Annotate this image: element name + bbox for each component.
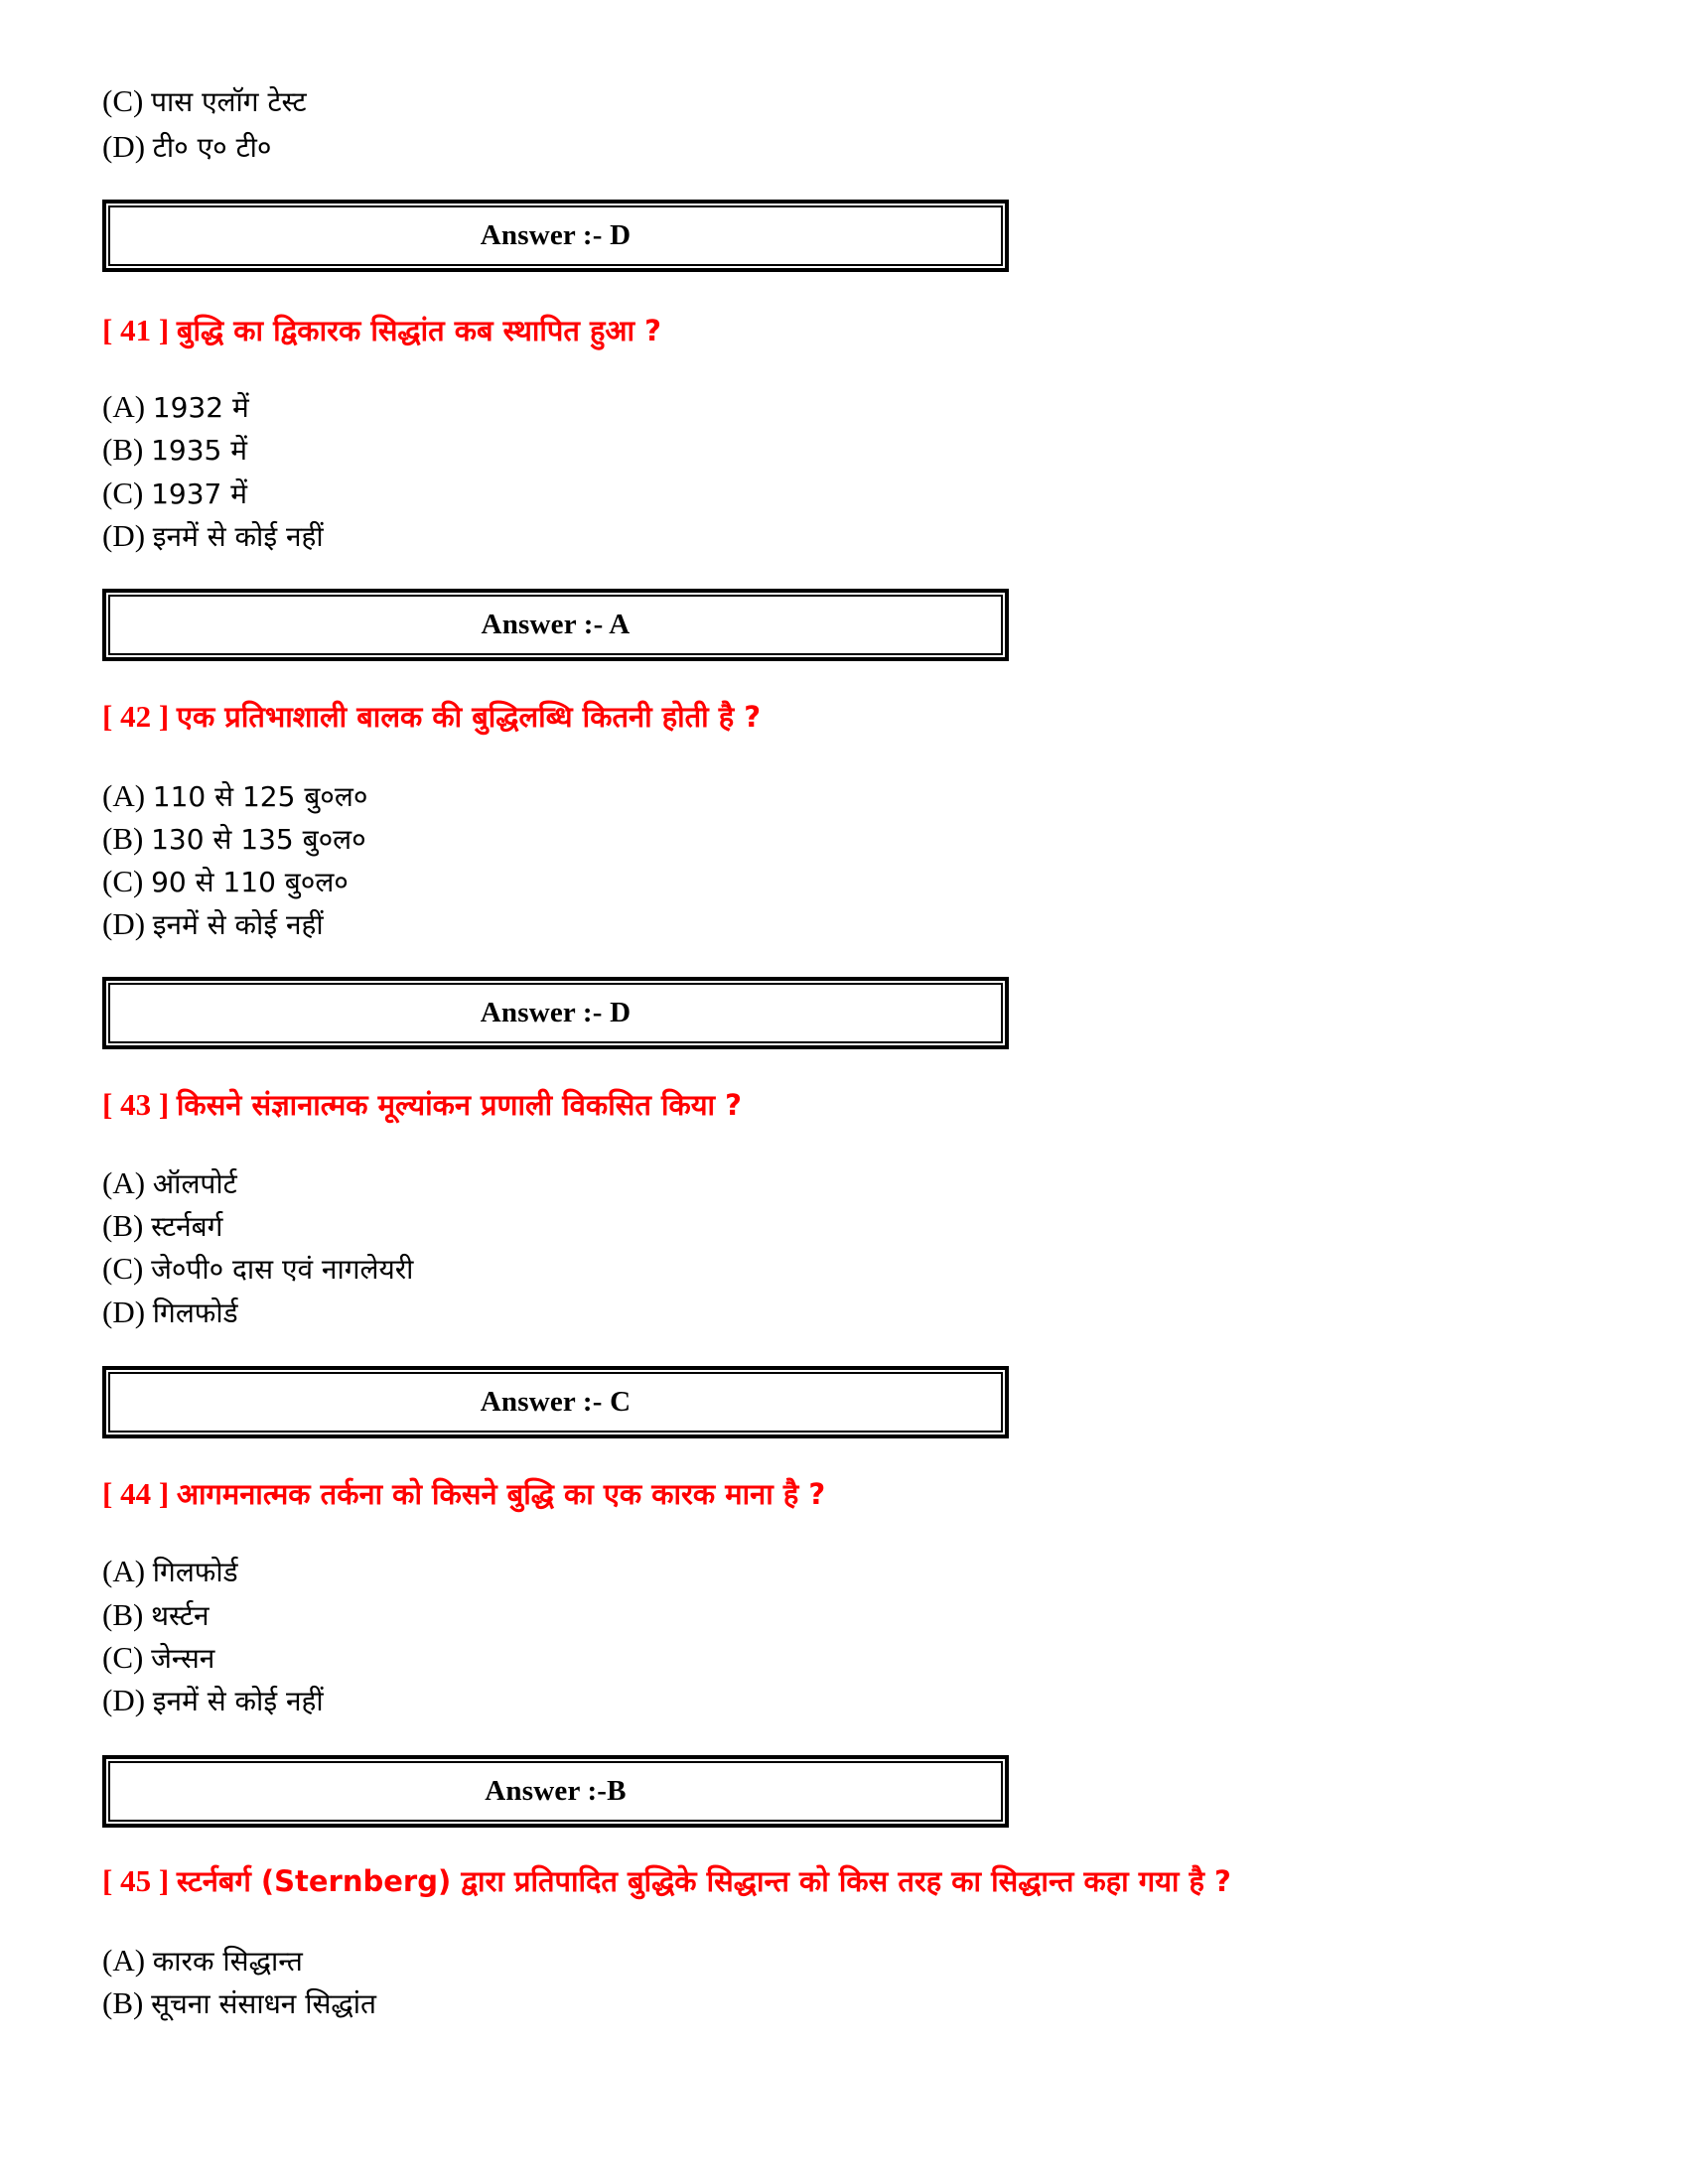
question-text: स्टर्नबर्ग (Sternberg) द्वारा प्रतिपादित बुद्धिके सिद्धान्त को किस तरह का सिद्धान्त कहा गया है ?	[176, 1864, 1231, 1898]
option-letter: (A)	[102, 389, 146, 424]
answer-box-40	[102, 200, 1009, 272]
option-text: कारक सिद्धान्त	[152, 1945, 303, 1978]
q43-option-b	[102, 1207, 222, 1246]
q44-option-c	[102, 1639, 214, 1678]
answer-box-inner	[108, 595, 1003, 655]
q45-option-b	[102, 1984, 376, 2023]
option-text: इनमें से कोई नहीं	[152, 908, 324, 941]
answer-box-44	[102, 1755, 1009, 1828]
q43-option-c	[102, 1250, 413, 1289]
option-text: 130 से 135 बु०ल०	[151, 823, 366, 856]
answer-box-inner	[108, 983, 1003, 1043]
option-text: इनमें से कोई नहीं	[152, 1685, 324, 1717]
option-letter: (C)	[102, 476, 144, 510]
option-letter: (B)	[102, 1597, 144, 1632]
answer-box-inner	[108, 1372, 1003, 1433]
option-text: 1937 में	[151, 478, 247, 510]
q42-option-d	[102, 905, 324, 944]
q44-option-a	[102, 1553, 238, 1591]
option-letter: (D)	[102, 518, 146, 553]
option-letter: (B)	[102, 432, 144, 467]
question-45	[102, 1861, 1231, 1901]
answer-box-41	[102, 589, 1009, 661]
option-letter: (C)	[102, 83, 144, 118]
question-text: किसने संज्ञानात्मक मूल्यांकन प्रणाली विकसित किया ?	[176, 1088, 742, 1122]
question-text: एक प्रतिभाशाली बालक की बुद्धिलब्धि कितनी होती है ?	[176, 700, 762, 734]
option-text: ऑलपोर्ट	[152, 1167, 237, 1200]
q41-option-c	[102, 475, 247, 513]
q42-option-a	[102, 777, 367, 816]
question-43	[102, 1085, 742, 1125]
answer-label: Answer :- D	[480, 219, 632, 251]
option-letter: (C)	[102, 864, 144, 898]
answer-label: Answer :- D	[480, 997, 632, 1028]
option-letter: (A)	[102, 1554, 146, 1588]
q44-option-d	[102, 1682, 324, 1720]
option-text: पास एलॉग टेस्ट	[151, 85, 307, 118]
question-text: बुद्धि का द्विकारक सिद्धांत कब स्थापित हुआ ?	[176, 314, 661, 347]
option-text: 1932 में	[152, 391, 249, 424]
question-42	[102, 697, 761, 737]
q43-option-a	[102, 1164, 237, 1203]
option-text: सूचना संसाधन सिद्धांत	[151, 1987, 377, 2020]
answer-label: Answer :-B	[485, 1775, 627, 1807]
q42-option-c	[102, 863, 349, 901]
answer-box-inner	[108, 1761, 1003, 1822]
answer-label: Answer :- C	[480, 1386, 632, 1418]
option-d-prev	[102, 128, 272, 167]
option-letter: (D)	[102, 906, 146, 941]
option-letter: (C)	[102, 1251, 144, 1286]
q42-option-b	[102, 820, 366, 859]
option-text: गिलफोर्ड	[152, 1297, 238, 1329]
question-number: [ 42 ]	[102, 699, 170, 734]
option-text: जे०पी० दास एवं नागलेयरी	[151, 1253, 414, 1286]
option-text: 1935 में	[151, 434, 247, 467]
answer-box-inner	[108, 205, 1003, 266]
question-text: आगमनात्मक तर्कना को किसने बुद्धि का एक कारक माना है ?	[176, 1477, 826, 1511]
option-text: स्टर्नबर्ग	[151, 1210, 223, 1243]
answer-box-43	[102, 1366, 1009, 1438]
option-letter: (D)	[102, 1683, 146, 1717]
option-letter: (A)	[102, 778, 146, 813]
option-text: 110 से 125 बु०ल०	[152, 780, 368, 813]
q41-option-d	[102, 517, 324, 556]
q41-option-a	[102, 388, 249, 427]
answer-label: Answer :- A	[481, 609, 631, 640]
question-41	[102, 311, 661, 350]
option-text: 90 से 110 बु०ल०	[151, 866, 349, 898]
option-text: गिलफोर्ड	[152, 1556, 238, 1588]
option-letter: (D)	[102, 129, 146, 164]
q45-option-a	[102, 1942, 303, 1980]
option-letter: (B)	[102, 1208, 144, 1243]
option-letter: (C)	[102, 1640, 144, 1675]
option-text: थर्स्टन	[151, 1599, 210, 1632]
option-text: टी० ए० टी०	[152, 131, 272, 164]
option-text: जेन्सन	[151, 1642, 215, 1675]
question-number: [ 41 ]	[102, 313, 170, 347]
question-number: [ 43 ]	[102, 1087, 170, 1122]
question-number: [ 45 ]	[102, 1863, 170, 1898]
option-letter: (A)	[102, 1943, 146, 1978]
option-text: इनमें से कोई नहीं	[152, 520, 324, 553]
q44-option-b	[102, 1596, 210, 1635]
option-letter: (B)	[102, 821, 144, 856]
q43-option-d	[102, 1294, 238, 1332]
option-c-prev	[102, 82, 307, 121]
q41-option-b	[102, 431, 247, 470]
answer-box-42	[102, 977, 1009, 1049]
question-number: [ 44 ]	[102, 1476, 170, 1511]
option-letter: (B)	[102, 1985, 144, 2020]
option-letter: (D)	[102, 1295, 146, 1329]
option-letter: (A)	[102, 1165, 146, 1200]
question-44	[102, 1474, 825, 1514]
